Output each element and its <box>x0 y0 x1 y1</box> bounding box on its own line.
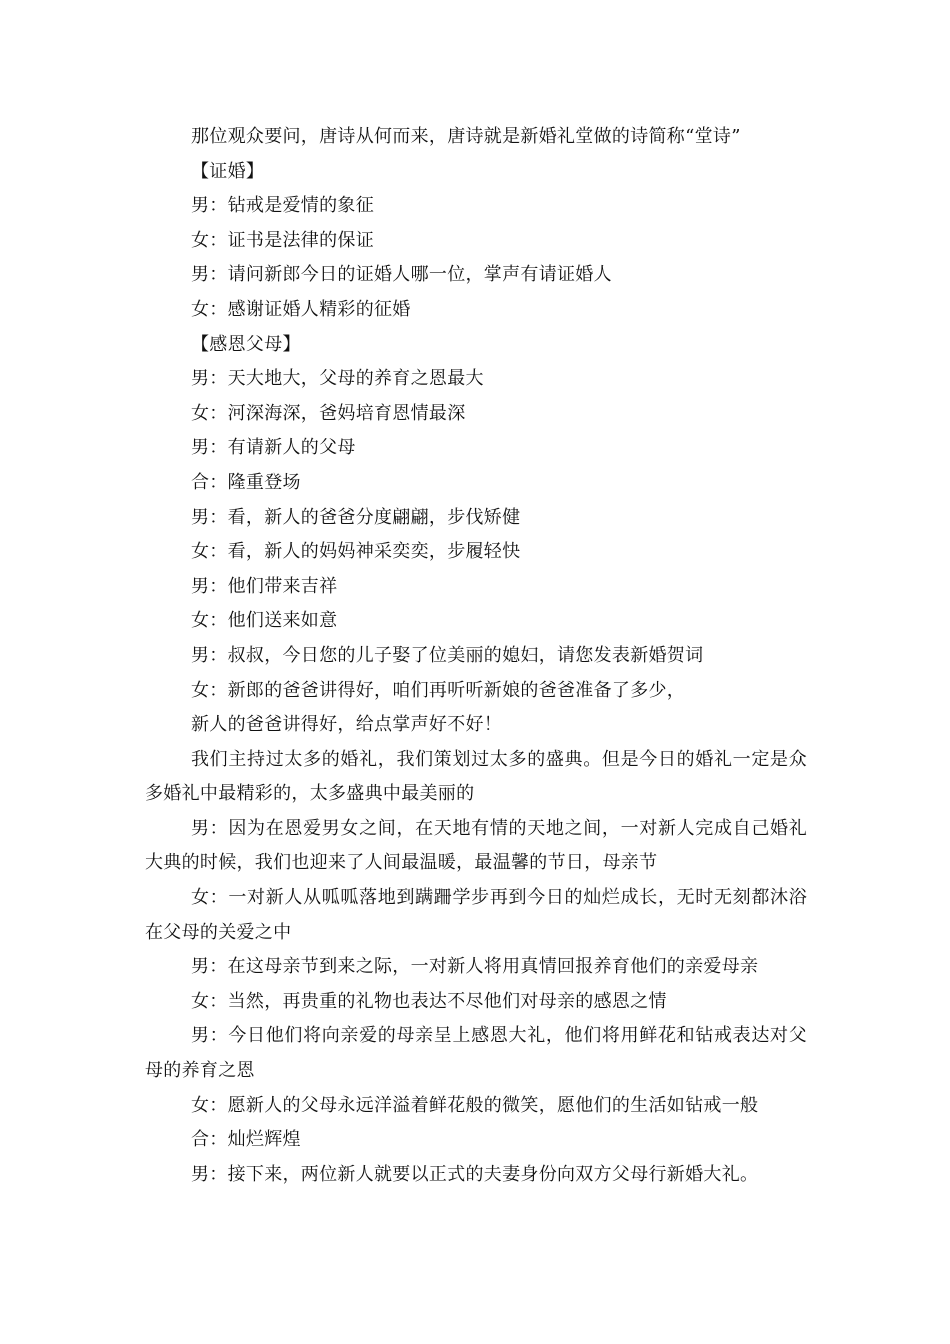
paragraph: 男：接下来，两位新人就要以正式的夫妻身份向双方父母行新婚大礼。 <box>191 1163 759 1185</box>
text-line: 男：看，新人的爸爸分度翩翩，步伐矫健 <box>191 506 521 528</box>
text-line: 女：看，新人的妈妈神采奕奕，步履轻快 <box>191 541 521 563</box>
paragraph: 女：当然，再贵重的礼物也表达不尽他们对母亲的感恩之情 <box>191 990 667 1012</box>
paragraph: 男：因为在恩爱男女之间，在天地有情的天地之间，一对新人完成自己婚礼大典的时候，我们也迎来了人间最温暖，最温馨的节日，母亲节 <box>145 817 807 874</box>
text-line: 那位观众要问，唐诗从何而来，唐诗就是新婚礼堂做的诗简称“堂诗” <box>191 126 741 147</box>
text-line: 男：他们带来吉祥 <box>191 575 338 597</box>
text-line: 男：天大地大，父母的养育之恩最大 <box>191 368 484 390</box>
text-line: 女：感谢证婚人精彩的征婚 <box>191 298 411 320</box>
paragraph: 女：愿新人的父母永远洋溢着鲜花般的微笑，愿他们的生活如钻戒一般 <box>191 1094 759 1116</box>
text-line: 男：钻戒是爱情的象征 <box>191 195 374 217</box>
text-line: 合：隆重登场 <box>191 471 301 493</box>
document-body <box>145 120 807 1192</box>
paragraph: 女：一对新人从呱呱落地到蹒跚学步再到今日的灿烂成长，无时无刻都沐浴在父母的关爱之中 <box>145 887 807 943</box>
paragraph: 我们主持过太多的婚礼，我们策划过太多的盛典。但是今日的婚礼一定是众多婚礼中最精彩的，太多盛典中最美丽的 <box>145 748 807 805</box>
section-heading-wedding-witness: 【证婚】 <box>191 160 265 182</box>
section-heading-thank-parents: 【感恩父母】 <box>191 333 301 355</box>
paragraph: 合：灿烂辉煌 <box>191 1129 301 1151</box>
text-line: 女：证书是法律的保证 <box>191 229 374 251</box>
paragraph: 男：在这母亲节到来之际，一对新人将用真情回报养育他们的亲爱母亲 <box>191 956 759 978</box>
text-line: 女：河深海深，爸妈培育恩情最深 <box>191 402 466 424</box>
text-line: 男：有请新人的父母 <box>191 437 356 459</box>
text-line: 女：他们送来如意 <box>191 610 338 632</box>
text-line: 女：新郎的爸爸讲得好，咱们再听听新娘的爸爸准备了多少， <box>191 679 686 701</box>
paragraph: 男：今日他们将向亲爱的母亲呈上感恩大礼，他们将用鲜花和钻戒表达对父母的养育之恩 <box>145 1025 807 1082</box>
text-line: 男：请问新郎今日的证婚人哪一位，掌声有请证婚人 <box>191 264 612 286</box>
text-line: 新人的爸爸讲得好，给点掌声好不好！ <box>191 714 503 736</box>
text-line: 男：叔叔，今日您的儿子娶了位美丽的媳妇，请您发表新婚贺词 <box>191 644 704 666</box>
